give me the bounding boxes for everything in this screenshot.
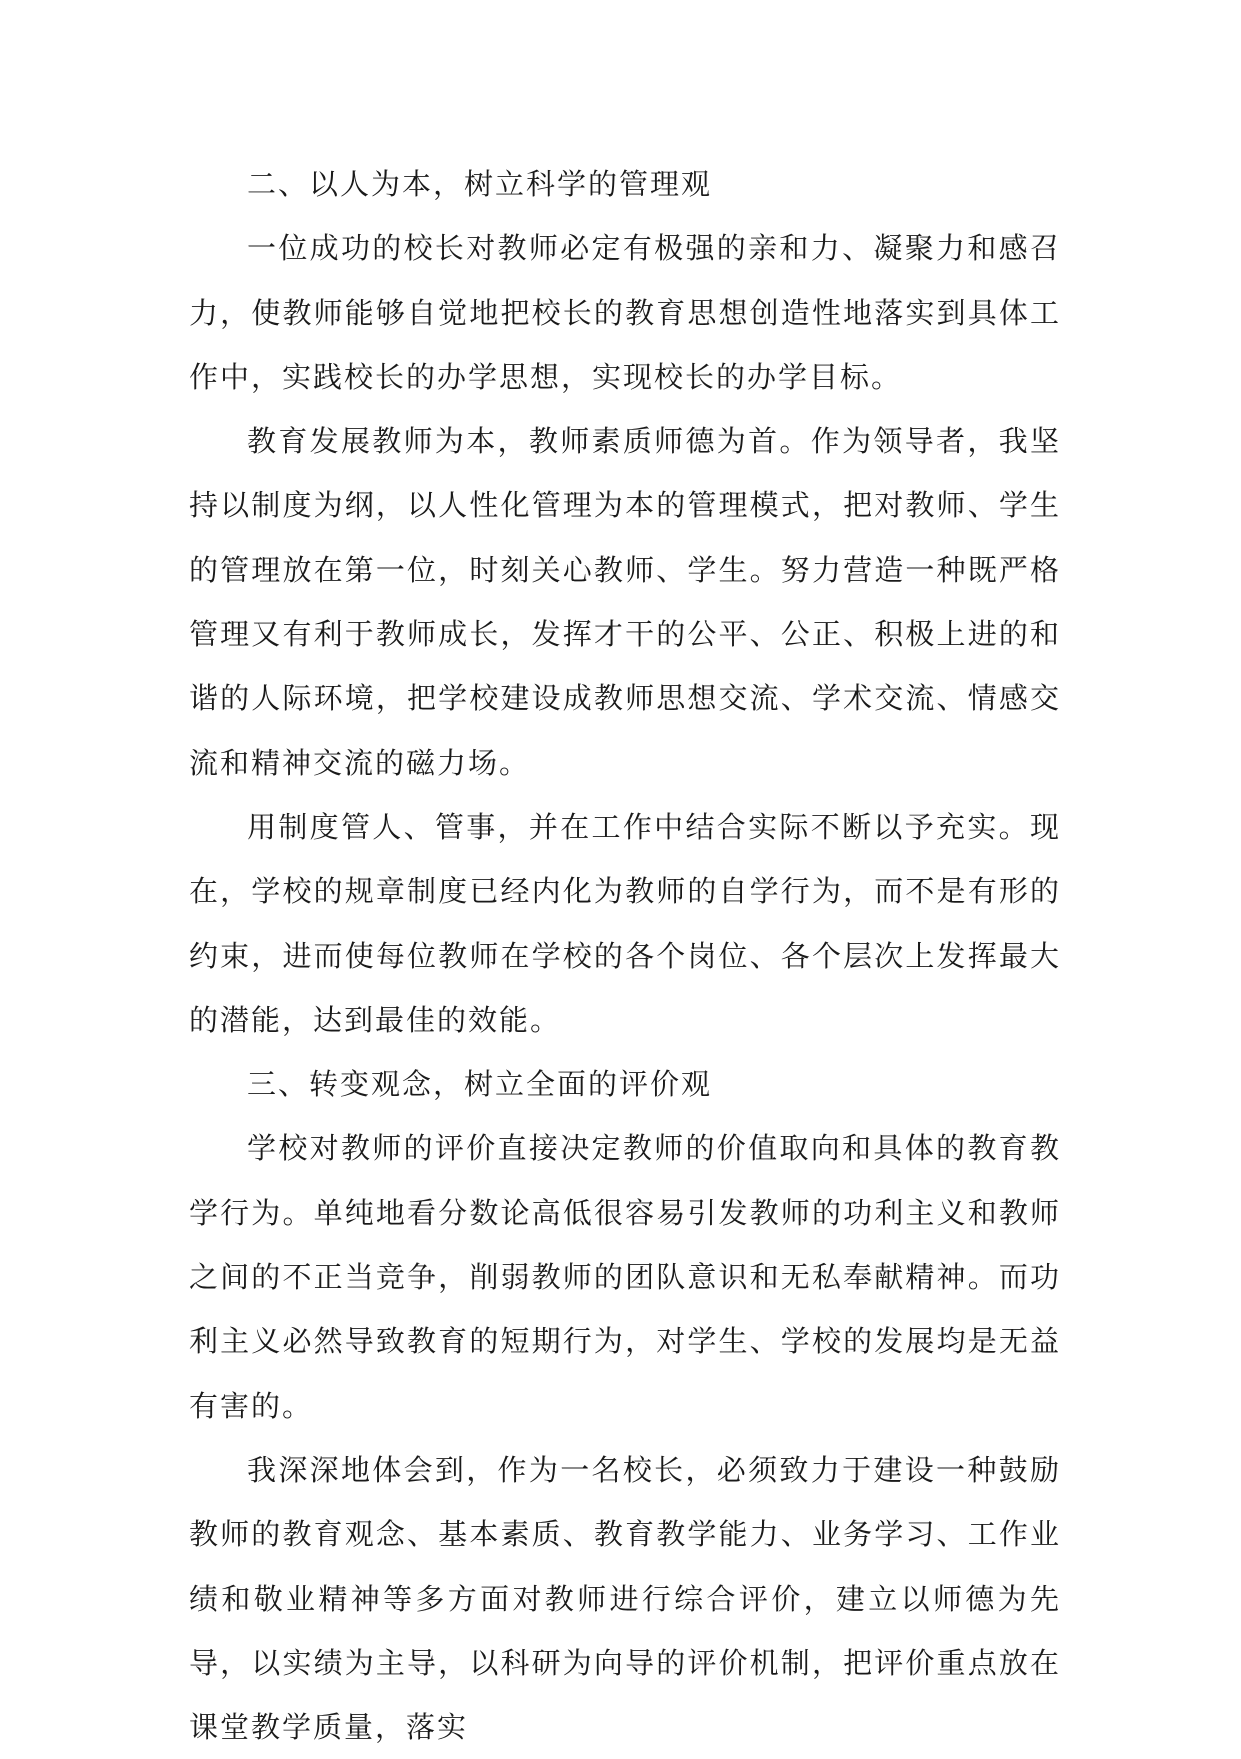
paragraph: 一位成功的校长对教师必定有极强的亲和力、凝聚力和感召力，使教师能够自觉地把校长的教育思想创造性地落实到具体工作中，实践校长的办学思想，实现校长的办学目标。: [189, 231, 1061, 394]
section-heading-2: 二、以人为本，树立科学的管理观: [247, 167, 713, 201]
paragraph: 学校对教师的评价直接决定教师的价值取向和具体的教育教学行为。单纯地看分数论高低很容易引发教师的功利主义和教师之间的不正当竞争，削弱教师的团队意识和无私奉献精神。而功利主义必然导致教育的短期行为，对学生、学校的发展均是无益有害的。: [189, 1131, 1061, 1423]
document-body: [189, 152, 1061, 1759]
paragraph: 我深深地体会到，作为一名校长，必须致力于建设一种鼓励教师的教育观念、基本素质、教育教学能力、业务学习、工作业绩和敬业精神等多方面对教师进行综合评价，建立以师德为先导，以实绩为主导，以科研为向导的评价机制，把评价重点放在课堂教学质量，落实: [189, 1452, 1061, 1745]
section-heading-3: 三、转变观念，树立全面的评价观: [247, 1067, 713, 1102]
paragraph: 用制度管人、管事，并在工作中结合实际不断以予充实。现在，学校的规章制度已经内化为教师的自学行为，而不是有形的约束，进而使每位教师在学校的各个岗位、各个层次上发挥最大的潜能，达到最佳的效能。: [189, 809, 1061, 1037]
paragraph: 教育发展教师为本，教师素质师德为首。作为领导者，我坚持以制度为纲，以人性化管理为本的管理模式，把对教师、学生的管理放在第一位，时刻关心教师、学生。努力营造一种既严格管理又有利于教师成长，发挥才干的公平、公正、积极上进的和谐的人际环境，把学校建设成教师思想交流、学术交流、情感交流和精神交流的磁力场。: [189, 424, 1061, 780]
